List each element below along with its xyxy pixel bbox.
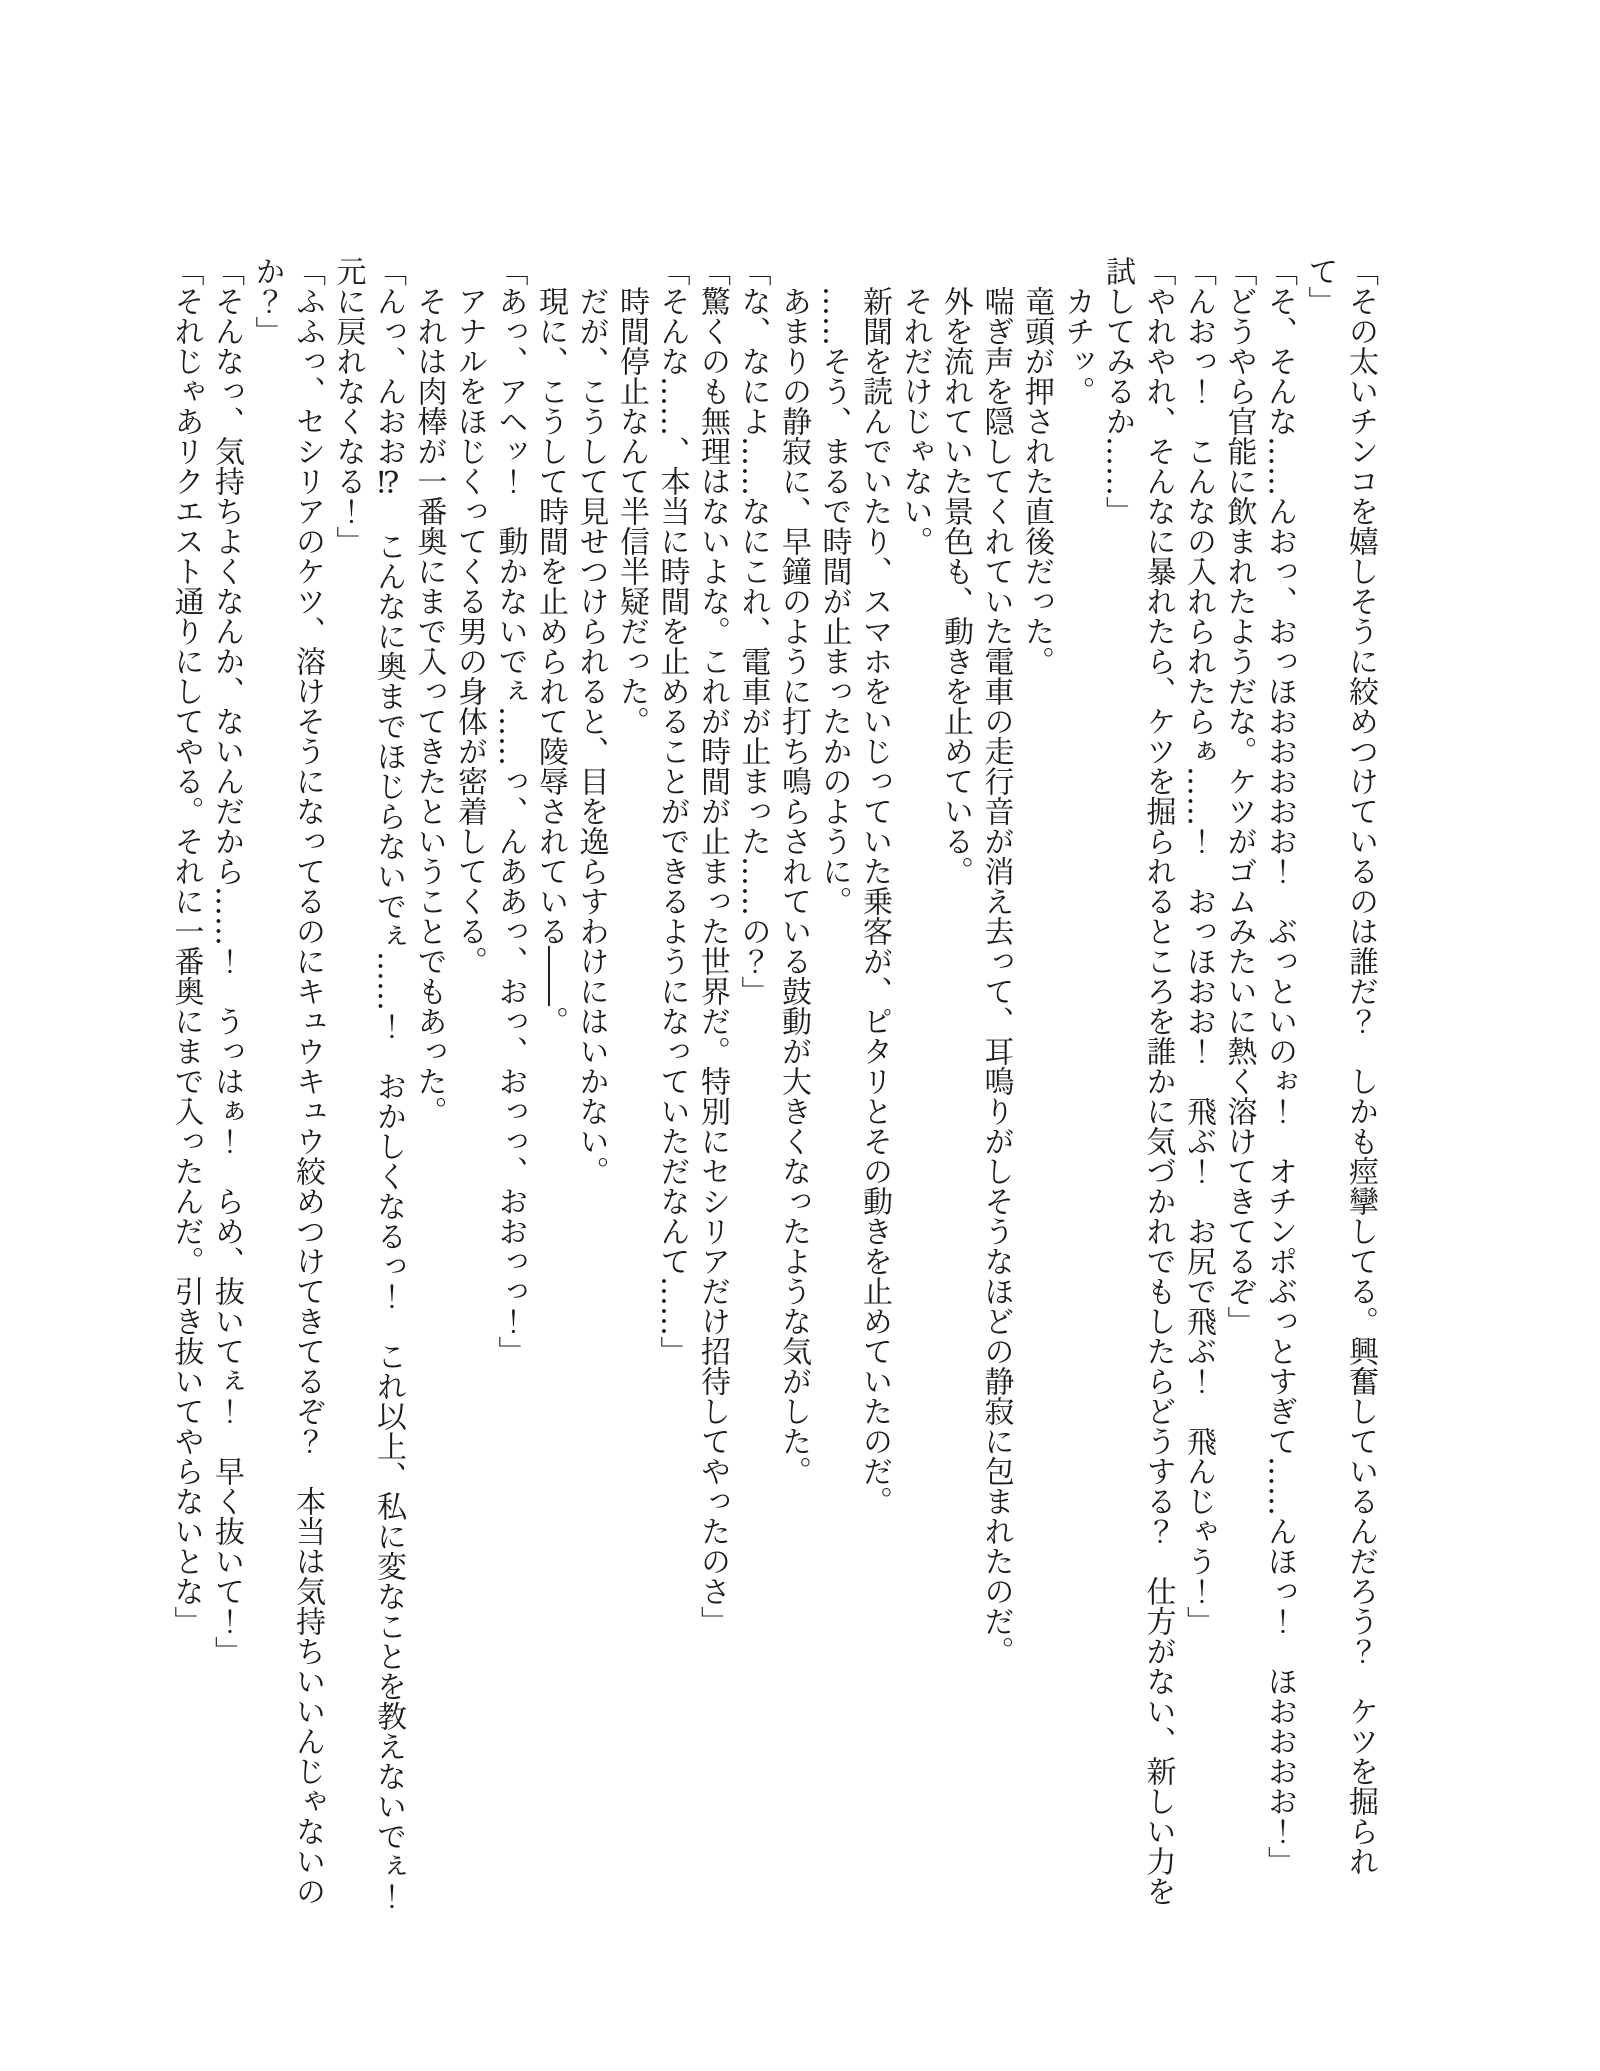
paragraph: 「そんなっ、気持ちよくなんか、ないんだから……！ うっはぁ！ らめ、抜いてぇ！ 早く抜いて！」 bbox=[209, 256, 244, 1666]
paragraph: 「やれやれ、そんなに暴れたら、ケツを掘られるところを誰かに気づかれでもしたらどうする？ 仕方がない、新しい力を試してみるか……」 bbox=[1100, 256, 1176, 1906]
paragraph: あまりの静寂に、早鐘のように打ち鳴らされている鼓動が大きくなったような気がした。 bbox=[776, 256, 811, 1486]
paragraph: 「それじゃあリクエスト通りにしてやる。それに一番奥にまで入ったんだ。引き抜いてやらないとな」 bbox=[168, 256, 204, 1636]
paragraph: それは肉棒が一番奥にまで入ってきたということでもあった。 bbox=[411, 256, 447, 1126]
paragraph: 「んおっ！ こんなの入れられたらぁ……！ おっほおお！ 飛ぶ！ お尻で飛ぶ！ 飛んじゃう！」 bbox=[1181, 256, 1216, 1636]
paragraph: 竜頭が押された直後だった。 bbox=[1019, 256, 1054, 676]
paragraph: アナルをほじくってくる男の身体が密着してくる。 bbox=[452, 256, 487, 976]
paragraph: 喘ぎ声を隠してくれていた電車の走行音が消え去って、耳鳴りがしそうなほどの静寂に包まれたのだ。 bbox=[978, 256, 1014, 1666]
paragraph: それだけじゃない。 bbox=[897, 256, 933, 556]
paragraph: 「驚くのも無理はないよな。これが時間が止まった世界だ。特別にセシリアだけ招待してやったのさ」 bbox=[695, 256, 730, 1636]
paragraph: 「その太いチンコを嬉しそうに絞めつけているのは誰だ？ しかも痙攣してる。興奮しているんだろう？ ケツを掘られて」 bbox=[1302, 256, 1378, 1876]
paragraph: 「ふふっ、セシリアのケツ、溶けそうになってるのにキュウキュウ絞めつけてきてるぞ？ 本当は気持ちいいんじゃないのか？」 bbox=[249, 256, 325, 1906]
paragraph: 新聞を読んでいたり、スマホをいじっていた乗客が、ピタリとその動きを止めていたのだ。 bbox=[857, 256, 892, 1516]
paragraph: だが、こうして見せつけられると、目を逸らすわけにはいかない。 bbox=[573, 256, 609, 1186]
paragraph: 外を流れていた景色も、動きを止めている。 bbox=[938, 256, 973, 886]
paragraph: 「あっ、アヘッ！ 動かないでぇ……っ、んああっ、おっ、おっっ、おおっっ！」 bbox=[492, 256, 528, 1366]
paragraph: 「んっ、んおお⁉ こんなに奥までほじらないでぇ……！ おかしくなるっ！ これ以上、私に変なことを教えないでぇ！元に戻れなくなる！」 bbox=[330, 256, 406, 1911]
paragraph: 「な、なによ……なにこれ、電車が止まった……の？」 bbox=[735, 256, 771, 1006]
paragraph: 時間停止なんて半信半疑だった。 bbox=[614, 256, 649, 736]
paragraph: ……そう、まるで時間が止まったかのように。 bbox=[816, 256, 852, 916]
paragraph: 「そ、そんな……んおっ、おっほおおおおお！ ぶっといのぉ！ オチンポぶっとすぎて……んほっ！ ほおおおお！」 bbox=[1262, 256, 1297, 1876]
paragraph: 「どうやら官能に飲まれたようだな。ケツがゴムみたいに熱く溶けてきてるぞ」 bbox=[1221, 256, 1257, 1336]
vertical-text-block bbox=[165, 256, 1380, 1911]
paragraph: 「そんな……、本当に時間を止めることができるようになっていただなんて……」 bbox=[654, 256, 690, 1366]
paragraph: カチッ。 bbox=[1059, 256, 1095, 406]
paragraph: 現に、こうして時間を止められて陵辱されている――。 bbox=[533, 256, 568, 1036]
